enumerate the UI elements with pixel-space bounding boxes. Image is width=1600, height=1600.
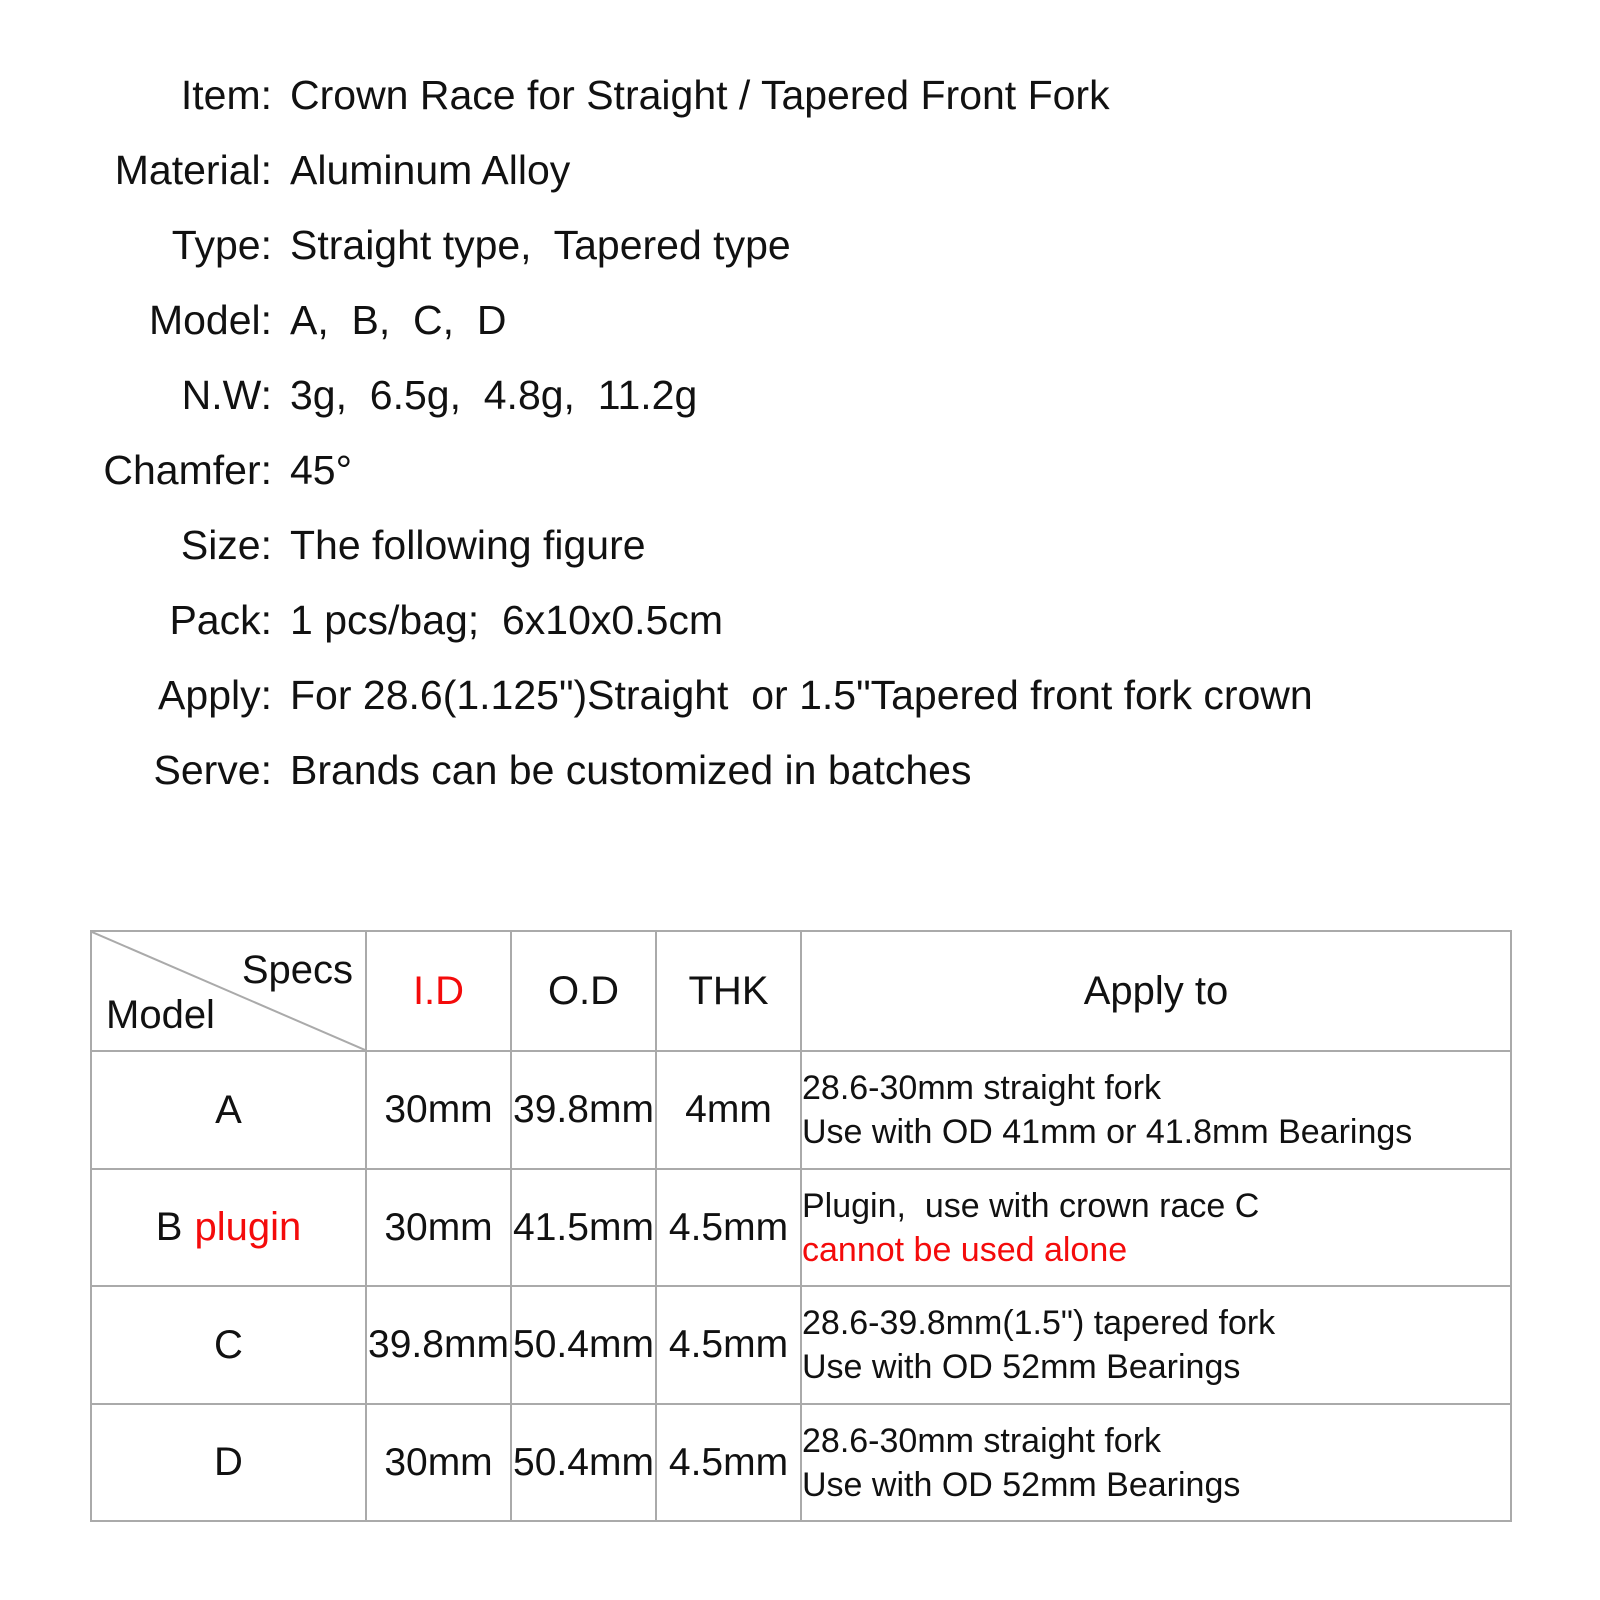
id-cell: 30mm	[366, 1051, 511, 1169]
model-letter: B	[155, 1205, 183, 1249]
spec-label: N.W:	[181, 372, 272, 418]
spec-label: Serve:	[153, 747, 272, 793]
thk-cell: 4.5mm	[656, 1404, 801, 1521]
apply-line-2: Use with OD 52mm Bearings	[802, 1348, 1241, 1386]
spec-row-net-weight	[0, 358, 1600, 433]
header-label-specs: Specs	[241, 948, 353, 992]
thk-cell: 4.5mm	[656, 1286, 801, 1404]
table-header-row	[91, 931, 1511, 1051]
id-cell: 30mm	[366, 1404, 511, 1521]
spec-row-chamfer	[0, 433, 1600, 508]
spec-label: Item:	[180, 72, 272, 118]
spec-row-model	[0, 283, 1600, 358]
table-row-model-a	[91, 1051, 1511, 1169]
table-row-model-c	[91, 1286, 1511, 1404]
thk-cell: 4.5mm	[656, 1169, 801, 1286]
header-cell-apply-to: Apply to	[801, 931, 1511, 1051]
id-cell: 30mm	[366, 1169, 511, 1286]
spec-label: Apply:	[158, 672, 272, 718]
header-cell-inner-diameter: I.D	[366, 931, 511, 1051]
table-row-model-d	[91, 1404, 1511, 1521]
spec-row-apply	[0, 658, 1600, 733]
spec-list	[0, 58, 1600, 808]
spec-value: Straight type, Tapered type	[290, 222, 791, 268]
spec-value: 45°	[290, 447, 353, 493]
model-cell	[91, 1169, 366, 1286]
spec-value: 3g, 6.5g, 4.8g, 11.2g	[290, 372, 698, 418]
spec-row-item	[0, 58, 1600, 133]
od-cell: 39.8mm	[511, 1051, 656, 1169]
spec-row-serve	[0, 733, 1600, 808]
spec-label: Size:	[180, 522, 272, 568]
model-plugin-tag: plugin	[194, 1205, 302, 1249]
spec-value: For 28.6(1.125")Straight or 1.5"Tapered front fork crown	[290, 672, 1313, 718]
spec-value: Crown Race for Straight / Tapered Front Fork	[290, 72, 1110, 118]
model-cell: A	[91, 1051, 366, 1169]
apply-line-1: 28.6-30mm straight fork	[802, 1069, 1162, 1107]
id-cell: 39.8mm	[366, 1286, 511, 1404]
apply-cell	[801, 1051, 1511, 1169]
spec-label: Pack:	[169, 597, 272, 643]
header-cell-outer-diameter: O.D	[511, 931, 656, 1051]
apply-line-2: Use with OD 41mm or 41.8mm Bearings	[802, 1113, 1413, 1151]
apply-line-1: Plugin, use with crown race C	[802, 1186, 1260, 1225]
od-cell: 50.4mm	[511, 1286, 656, 1404]
header-label-model: Model	[106, 993, 215, 1037]
header-cell-thickness: THK	[656, 931, 801, 1051]
model-cell: D	[91, 1404, 366, 1521]
spec-row-size	[0, 508, 1600, 583]
spec-label: Material:	[114, 147, 272, 193]
spec-label: Chamfer:	[103, 447, 272, 493]
apply-cell	[801, 1169, 1511, 1286]
apply-cell	[801, 1286, 1511, 1404]
spec-value: Aluminum Alloy	[290, 147, 571, 193]
table-row-model-b	[91, 1169, 1511, 1286]
spec-row-pack	[0, 583, 1600, 658]
spec-value: A, B, C, D	[290, 297, 507, 343]
apply-line-2-warning: cannot be used alone	[802, 1230, 1128, 1269]
spec-table	[90, 930, 1512, 1522]
od-cell: 50.4mm	[511, 1404, 656, 1521]
thk-cell: 4mm	[656, 1051, 801, 1169]
spec-row-type	[0, 208, 1600, 283]
spec-value: The following figure	[290, 522, 646, 568]
apply-line-1: 28.6-30mm straight fork	[802, 1421, 1162, 1460]
apply-cell	[801, 1404, 1511, 1521]
model-cell: C	[91, 1286, 366, 1404]
apply-line-1: 28.6-39.8mm(1.5") tapered fork	[802, 1304, 1276, 1342]
spec-row-material	[0, 133, 1600, 208]
spec-value: Brands can be customized in batches	[290, 747, 972, 793]
spec-label: Type:	[171, 222, 272, 268]
od-cell: 41.5mm	[511, 1169, 656, 1286]
apply-line-2: Use with OD 52mm Bearings	[802, 1465, 1241, 1504]
spec-value: 1 pcs/bag; 6x10x0.5cm	[290, 597, 724, 643]
header-cell-model-specs	[91, 931, 366, 1051]
spec-label: Model:	[148, 297, 272, 343]
